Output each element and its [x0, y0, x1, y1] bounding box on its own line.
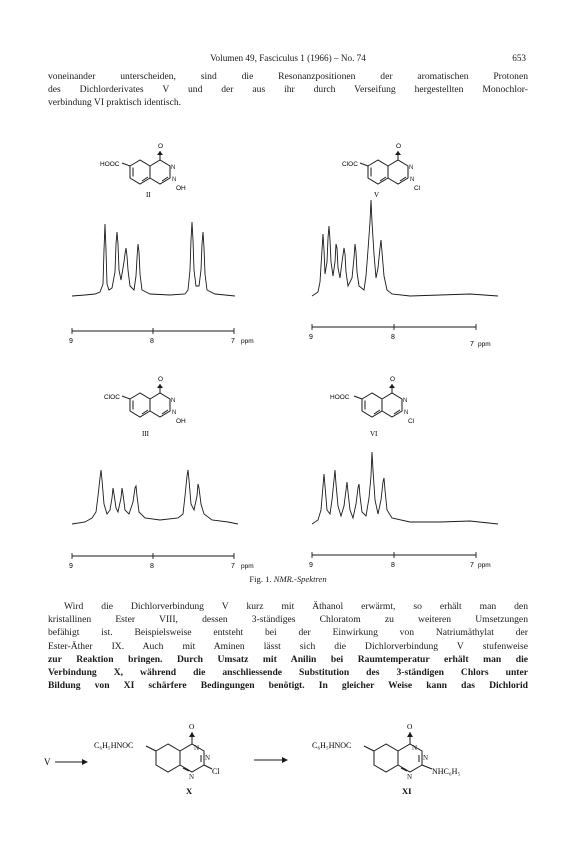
body-line-4: Ester-Äther IX. Auch mit Aminen lässt sich die Dichlorverbindung V stufenweise	[48, 640, 528, 652]
axis-tick-9: 9	[309, 562, 313, 569]
ring-substituent-label: Cl	[414, 185, 421, 192]
reaction-scheme	[0, 700, 576, 860]
structure-X	[94, 722, 220, 796]
body-line-5: zur Reaktion bringen. Durch Umsatz mit Anilin bei Raumtemperatur erhält man die	[48, 653, 528, 665]
substituent-label: HOOC	[330, 394, 350, 401]
svg-text:N: N	[410, 177, 415, 183]
figure-caption	[0, 574, 576, 584]
intro-line-1: voneinander unterscheiden, sind die Resonanzpositionen der aromatischen Protonen	[48, 71, 528, 82]
axis-tick-8: 8	[391, 334, 395, 341]
axis-tick-9: 9	[69, 338, 73, 345]
ring-substituent-label: OH	[176, 418, 186, 425]
ring-substituent-label: Cl	[408, 418, 415, 425]
body-line-6: Verbindung X, während die anschliessende Substitution des 3-ständigen Chlors unter	[48, 666, 528, 678]
ring-substituent-label: OH	[176, 185, 186, 192]
axis-unit: ppm	[478, 562, 491, 569]
axis-tick-7: 7	[470, 562, 474, 569]
svg-text:N: N	[171, 165, 176, 171]
spectrum-trace	[312, 200, 498, 296]
compound-label: VI	[370, 430, 378, 438]
n-oxide-label: O	[407, 722, 413, 731]
spectrum-V	[309, 200, 498, 348]
svg-text:N: N	[172, 410, 177, 416]
axis-tick-9: 9	[309, 334, 313, 341]
svg-text:N: N	[172, 177, 177, 183]
svg-text:N: N	[407, 773, 413, 781]
axis-tick-8: 8	[150, 338, 154, 345]
axis-tick-7: 7	[231, 338, 235, 345]
spectrum-trace	[72, 222, 235, 296]
substituent-label: C₆H₅HNOC	[312, 741, 352, 750]
svg-text:N: N	[189, 773, 195, 781]
intro-line-2: des Dichlorderivates V und der aus ihr durch Verseifung hergestellten Monochlor-	[48, 84, 528, 96]
n-oxide-label: O	[396, 143, 402, 150]
scheme-start-label: V	[44, 757, 51, 767]
axis-tick-7: 7	[231, 563, 235, 570]
page-number: 653	[512, 53, 526, 63]
compound-label: XI	[402, 786, 412, 796]
svg-text:N: N	[412, 744, 418, 752]
ring-substituent-label: Cl	[212, 767, 220, 776]
substituent-label: HOOC	[100, 161, 120, 168]
compound-label: II	[146, 191, 151, 199]
body-line-1: Wird die Dichlorverbindung V kurz mit Äthanol erwärmt, so erhält man den	[64, 601, 528, 612]
body-line-7: Bildung von XI schärfere Bedingungen benötigt. In gleicher Weise kann das Dichlorid	[48, 680, 528, 692]
n-oxide-label: O	[390, 376, 396, 383]
spectrum-III	[69, 470, 254, 570]
body-line-3: befähigt ist. Beispielsweise entsteht bei der Einwirkung von Natriumäthylat der	[48, 627, 528, 639]
axis-unit: ppm	[478, 341, 491, 348]
spectrum-II	[69, 222, 254, 345]
n-oxide-label: O	[158, 143, 164, 150]
substituent-label: ClOC	[104, 394, 120, 401]
axis-tick-7: 7	[470, 341, 474, 348]
svg-text:N: N	[409, 165, 414, 171]
body-paragraph	[48, 600, 528, 692]
substituent-label: C₆H₅HNOC	[94, 741, 134, 750]
figure-caption-title: NMR.-Spektren	[273, 574, 327, 584]
ring-substituent-label: NHC₆H₅	[432, 767, 461, 776]
figure-caption-prefix: Fig. 1.	[249, 574, 272, 584]
compound-label: V	[374, 191, 380, 199]
journal-reference: Volumen 49, Fasciculus 1 (1966) – No. 74	[210, 53, 366, 63]
spectrum-VI	[309, 452, 498, 569]
svg-text:N: N	[194, 744, 200, 752]
structure-III	[104, 376, 186, 438]
svg-text:N: N	[171, 398, 176, 404]
reaction-arrow-icon	[82, 759, 88, 765]
spectrum-trace	[312, 452, 498, 524]
svg-text:N: N	[205, 754, 211, 762]
svg-text:N: N	[404, 410, 409, 416]
compound-label: X	[186, 786, 193, 796]
axis-tick-8: 8	[150, 563, 154, 570]
axis-unit: ppm	[241, 563, 254, 570]
intro-line-3: verbindung VI praktisch identisch.	[48, 97, 182, 109]
substituent-label: ClOC	[342, 161, 358, 168]
structure-XI	[312, 722, 460, 796]
n-oxide-label: O	[158, 376, 164, 383]
n-oxide-label: O	[189, 722, 195, 731]
svg-text:N: N	[423, 754, 429, 762]
axis-tick-8: 8	[391, 562, 395, 569]
structure-VI	[330, 376, 415, 438]
axis-tick-9: 9	[69, 563, 73, 570]
reaction-arrow-icon	[282, 757, 288, 763]
structure-V	[342, 143, 421, 199]
spectrum-trace	[72, 470, 238, 524]
body-line-2: kristallinen Ester VIII, dessen 3-ständiges Chloratom zu weiteren Umsetzungen	[48, 614, 528, 626]
svg-text:N: N	[403, 398, 408, 404]
compound-label: III	[142, 430, 149, 438]
structure-II	[100, 143, 186, 199]
axis-unit: ppm	[241, 338, 254, 345]
